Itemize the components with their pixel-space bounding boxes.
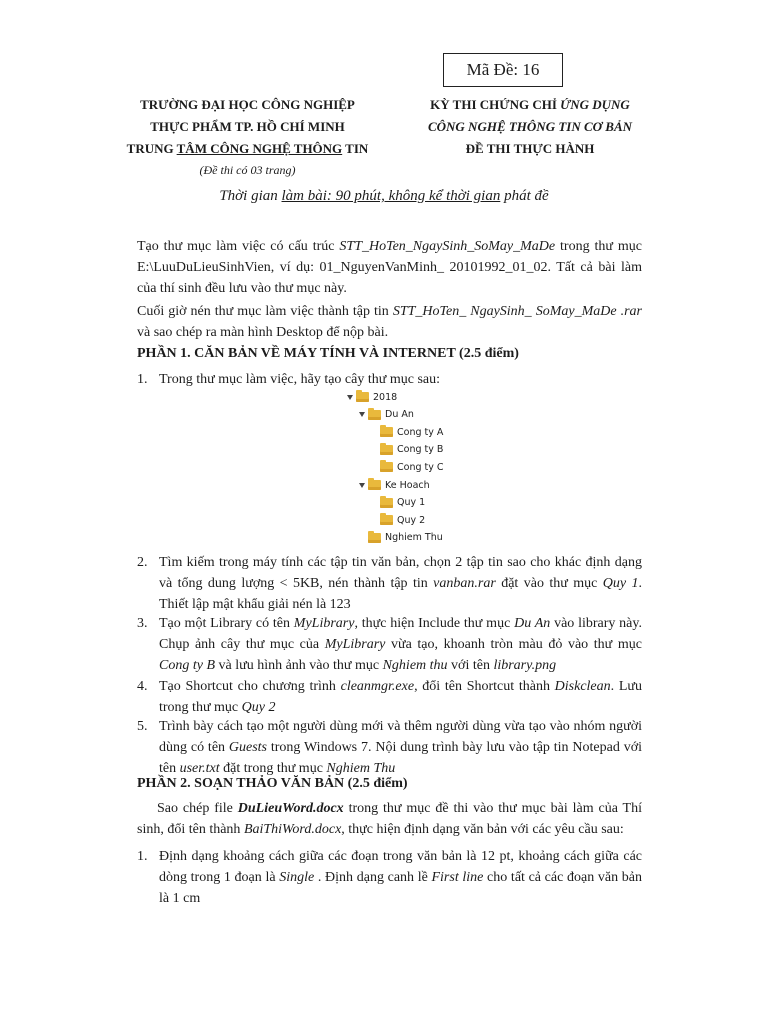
folder-icon [380, 515, 393, 525]
tree-node-label: Du An [385, 409, 414, 421]
expand-arrow-icon[interactable] [347, 395, 353, 400]
part2-item-1 [137, 846, 642, 909]
exam-code: Mã Đề: 16 [466, 60, 540, 79]
tree-node[interactable] [359, 530, 443, 546]
folder-icon [368, 410, 381, 420]
tree-node[interactable] [371, 442, 443, 458]
folder-icon [368, 480, 381, 490]
tree-node[interactable] [371, 424, 443, 440]
center-word: TRUNG [126, 141, 177, 156]
exam-title-line2: CÔNG NGHỆ THÔNG TIN CƠ BẢN [427, 119, 633, 134]
intro1-folder-pattern: STT_HoTen_NgaySinh_SoMay_MaDe [339, 239, 556, 254]
tree-node-label: Nghiem Thu [385, 532, 443, 544]
time-a: Thời gian [219, 188, 282, 204]
time-c: phát đề [500, 188, 549, 204]
page-count-note: (Đề thi có 03 trang) [199, 163, 296, 177]
tree-node-label: 2018 [373, 391, 398, 403]
item-text: Định dạng khoảng cách giữa các đoạn trong văn bản là 12 pt, khoảng cách giữa các dòng trong 1 đoạn là Single . Định dạng canh lề First line cho tất cả các đoạn văn bản là 1 cm [159, 849, 642, 906]
intro1-a: Tạo thư mục làm việc có cấu trúc [137, 239, 340, 254]
folder-tree [347, 389, 444, 549]
exam-code-box [443, 53, 563, 87]
tree-node-label: Ke Hoach [385, 479, 430, 491]
exam-title-line1 [405, 94, 655, 116]
part1-item-5 [137, 716, 642, 779]
tree-node[interactable] [371, 495, 425, 511]
folder-icon [380, 445, 393, 455]
tree-node-label: Quy 1 [397, 497, 426, 509]
center-name-underlined: TÂM CÔNG NGHỆ THÔNG [176, 141, 343, 156]
exam-type: ĐỀ THI THỰC HÀNH [465, 141, 595, 156]
item-text: Tạo Shortcut cho chương trình cleanmgr.exe, đổi tên Shortcut thành Diskclean. Lưu trong thư mục Quy 2 [159, 679, 642, 715]
part2-title: PHẦN 2. SOẠN THẢO VĂN BẢN (2.5 điểm) [137, 776, 408, 791]
tree-node-label: Cong ty C [397, 461, 444, 473]
item-number: 2. [137, 555, 148, 570]
tree-node[interactable] [359, 407, 414, 423]
part1-title: PHẦN 1. CĂN BẢN VỀ MÁY TÍNH VÀ INTERNET (2.5 điểm) [137, 346, 519, 361]
part1-item-1 [137, 369, 642, 390]
folder-icon [368, 533, 381, 543]
part2-intro: Sao chép file DuLieuWord.docx trong thư mục đề thi vào thư mục bài làm của Thí sinh, đổi tên thành BaiThiWord.docx, thực hiện định dạng văn bản với các yêu cầu sau: [137, 801, 642, 837]
school-name-line1: TRƯỜNG ĐẠI HỌC CÔNG NGHIỆP [140, 97, 355, 112]
part1-item-3 [137, 613, 642, 676]
tree-node[interactable] [371, 459, 444, 475]
time-b: làm bài: 90 phút, không kể thời gian [281, 188, 501, 204]
tree-node[interactable] [347, 389, 397, 405]
intro2-a: Cuối giờ nén thư mục làm việc thành tập tin [137, 304, 393, 319]
school-header [120, 94, 375, 180]
school-name-line2: THỰC PHẨM TP. HỒ CHÍ MINH [150, 119, 345, 134]
time-limit [0, 188, 768, 205]
tree-node-label: Cong ty A [397, 426, 444, 438]
intro-paragraph-2 [137, 301, 642, 343]
tree-node-label: Quy 2 [397, 514, 426, 526]
folder-icon [380, 498, 393, 508]
item-number: 1. [137, 372, 148, 387]
item-number: 5. [137, 719, 148, 734]
expand-arrow-icon[interactable] [359, 412, 365, 417]
tree-node[interactable] [371, 512, 425, 528]
intro2-archive-pattern: STT_HoTen_ NgaySinh_ SoMay_MaDe .rar [392, 304, 642, 319]
item-text: Trong thư mục làm việc, hãy tạo cây thư mục sau: [159, 372, 440, 387]
exam-title-b: ỨNG DỤNG [560, 97, 630, 112]
exam-header [405, 94, 655, 160]
folder-icon [380, 427, 393, 437]
folder-icon [380, 462, 393, 472]
item-text: Trình bày cách tạo một người dùng mới và thêm người dùng vừa tạo vào nhóm người dùng có tên Guests trong Windows 7. Nội dung trình bày lưu vào tập tin Notepad với tên user.txt đặt trong thư mục Nghiem Thu [159, 719, 642, 776]
item-number: 4. [137, 679, 148, 694]
school-name-line3 [120, 138, 375, 160]
part1-item-2 [137, 552, 642, 615]
item-number: 3. [137, 616, 148, 631]
part1-item-4 [137, 676, 642, 718]
intro-paragraph-1 [137, 236, 642, 299]
expand-arrow-icon[interactable] [359, 483, 365, 488]
item-text: Tìm kiếm trong máy tính các tập tin văn bản, chọn 2 tập tin sao cho khác định dạng và tổng dung lượng < 5KB, nén thành tập tin vanban.rar đặt vào thư mục Quy 1. Thiết lập mật khẩu giải nén là 123 [159, 555, 643, 612]
center-tail: TIN [342, 141, 369, 156]
item-number: 1. [137, 849, 148, 864]
exam-title-a: KỲ THI CHỨNG CHỈ [430, 97, 561, 112]
tree-node-label: Cong ty B [397, 444, 444, 456]
item-text: Tạo một Library có tên MyLibrary, thực hiện Include thư mục Du An vào library này. Chụp ảnh cây thư mục của MyLibrary vừa tạo, khoanh tròn màu đỏ vào thư mục Cong ty B và lưu hình ảnh vào thư mục Nghiem thu với tên library.png [159, 616, 642, 673]
tree-node[interactable] [359, 477, 430, 493]
intro2-c: và sao chép ra màn hình Desktop để nộp bài. [137, 325, 389, 340]
intro1-c: trong thư mục E:\LuuDuLieuSinhVien, ví dụ: 01_NguyenVanMinh_ 20101992_01_02. Tất cả bài làm của thí sinh đều lưu vào thư mục này. [137, 239, 642, 296]
folder-icon [356, 392, 369, 402]
